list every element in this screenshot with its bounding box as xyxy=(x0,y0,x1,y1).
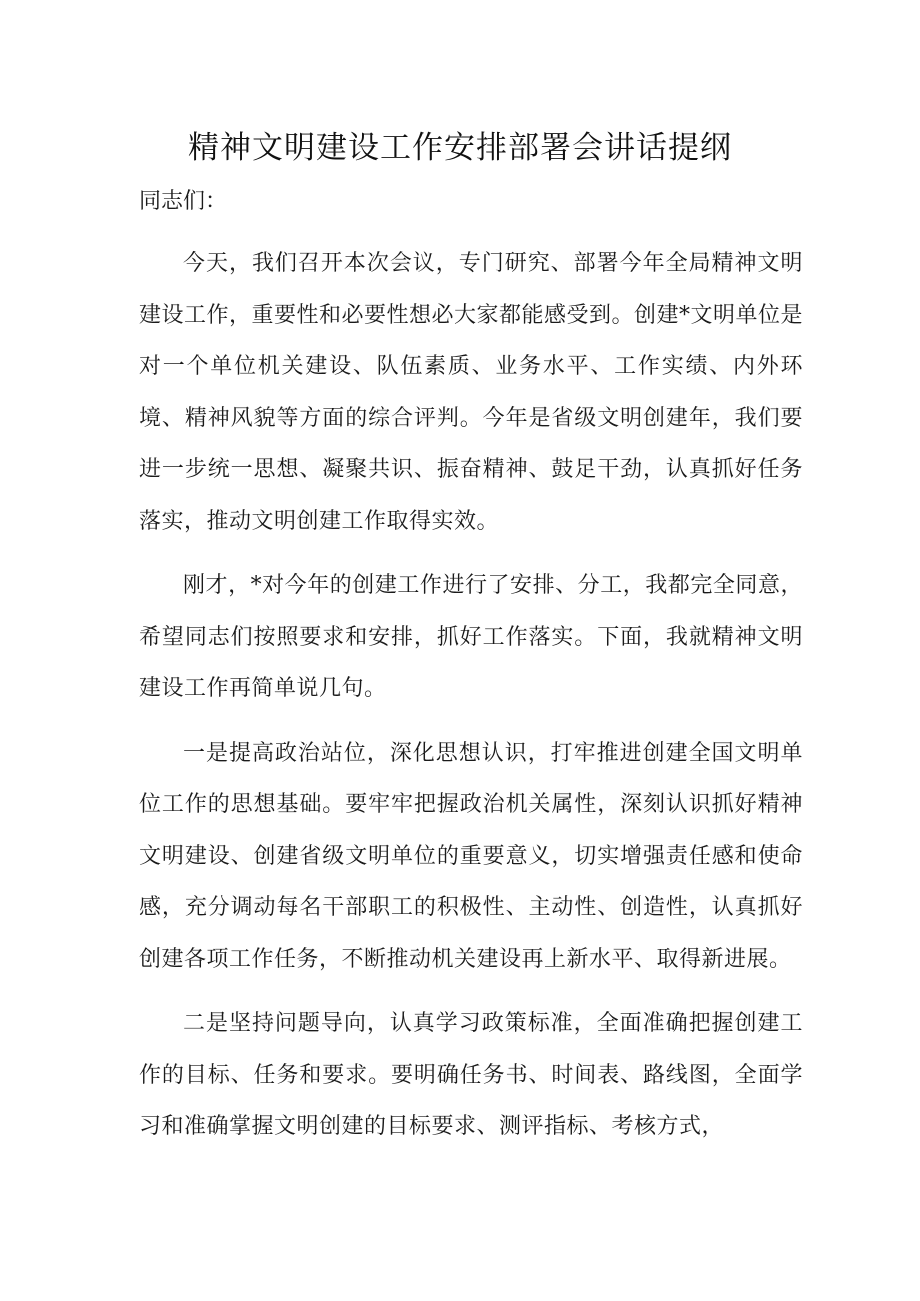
paragraph-point-one: 一是提高政治站位，深化思想认识，打牢推进创建全国文明单位工作的思想基础。要牢牢把握政治机关属性，深刻认识抓好精神文明建设、创建省级文明单位的重要意义，切实增强责任感和使命感，充分调动每名干部职工的积极性、主动性、创造性，认真抓好创建各项工作任务，不断推动机关建设再上新水平、取得新进展。 xyxy=(139,740,803,972)
greeting: 同志们： xyxy=(139,189,228,214)
document-title: 精神文明建设工作安排部署会讲话提纲 xyxy=(188,130,732,166)
paragraph-opening: 今天，我们召开本次会议，专门研究、部署今年全局精神文明建设工作，重要性和必要性想必大家都能感受到。创建*文明单位是对一个单位机关建设、队伍素质、业务水平、工作实绩、内外环境、精神风貌等方面的综合评判。今年是省级文明创建年，我们要进一步统一思想、凝聚共识、振奋精神、鼓足干劲，认真抓好任务落实，推动文明创建工作取得实效。 xyxy=(139,251,804,534)
paragraph-arrangement: 刚才，*对今年的创建工作进行了安排、分工，我都完全同意，希望同志们按照要求和安排，抓好工作落实。下面，我就精神文明建设工作再简单说几句。 xyxy=(139,573,803,701)
paragraph-point-two: 二是坚持问题导向，认真学习政策标准，全面准确把握创建工作的目标、任务和要求。要明确任务书、时间表、路线图，全面学习和准确掌握文明创建的目标要求、测评指标、考核方式， xyxy=(139,1011,803,1139)
document-body xyxy=(139,176,803,1153)
